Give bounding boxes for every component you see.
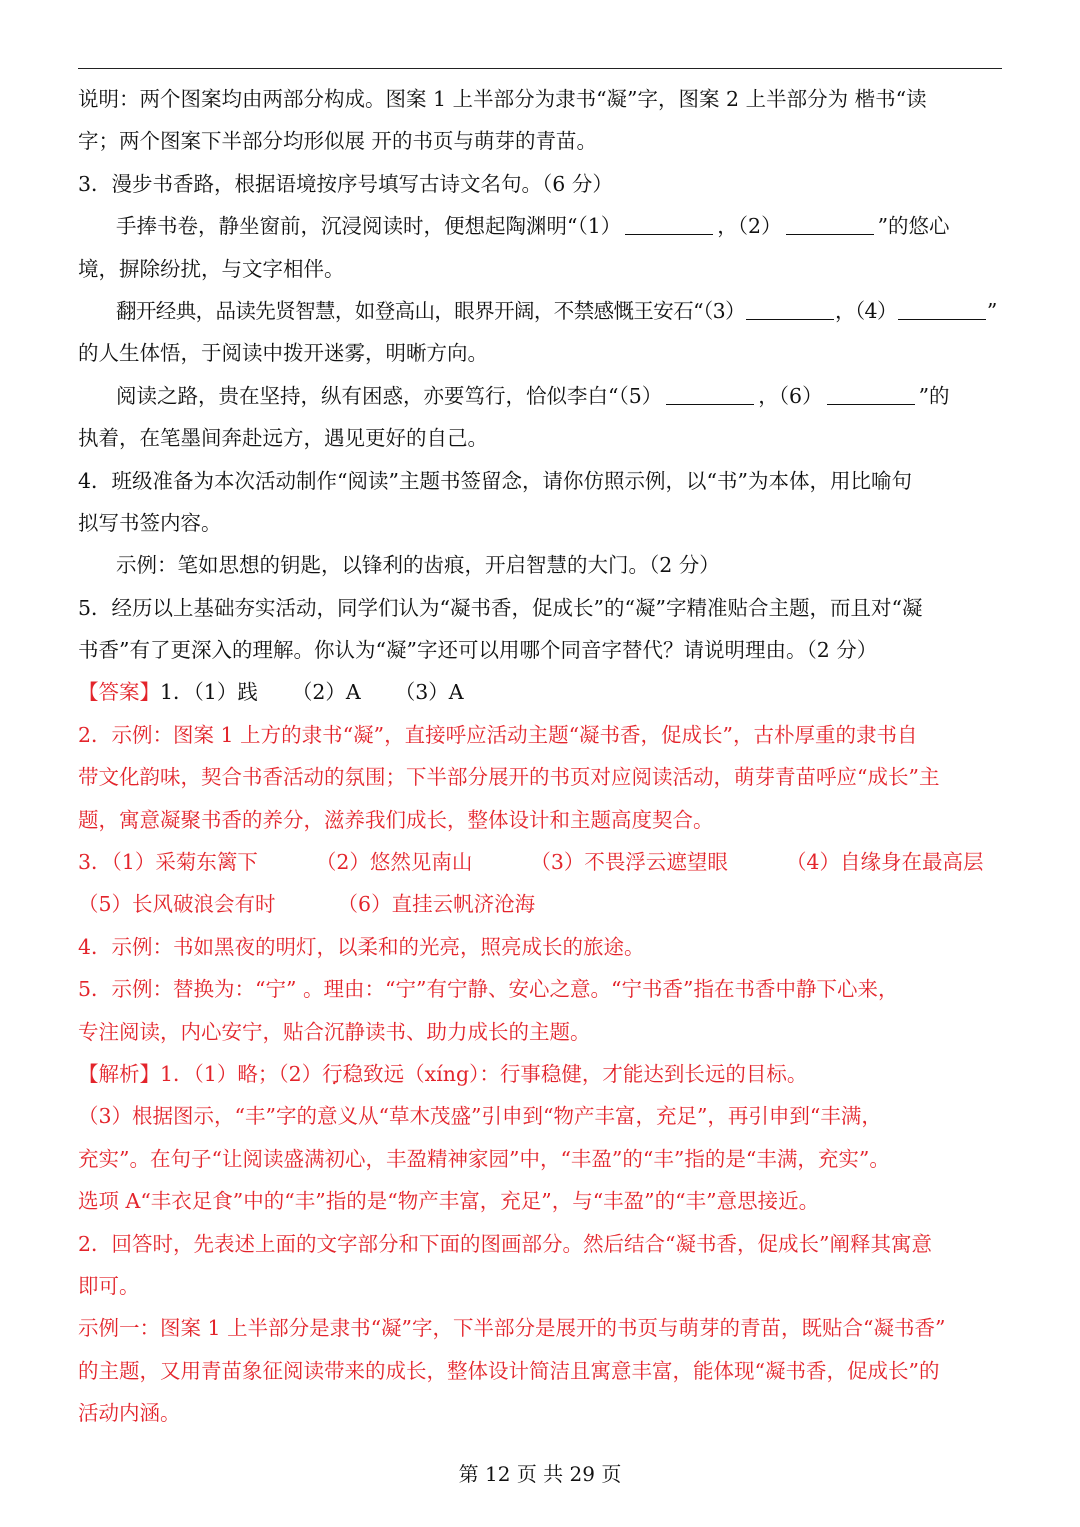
answer-blank-6[interactable] [827,403,915,405]
answer-blank-5[interactable] [666,403,754,405]
page-number: 第 12 页 共 29 页 [458,1462,622,1486]
emphasis-dot-char: 行 . [322,1062,343,1086]
answer-5-line-1: 5．示例：替换为：“宁” 。理由：“宁”有宁静、安心之意。“宁书香”指在书香中静下心来， [78,977,899,1002]
q3-para-3: 阅读之路，贵在坚持，纵有困惑，亦要笃行，恰似李白“（5） ，（6） ”的 [116,383,950,408]
q3-para-1: 手捧书卷，静坐窗前，沉浸阅读时，便想起陶渊明“（1） ，（2） ”的悠心 [116,214,950,239]
analysis-1-3-line-2: 充实”。在句子“让阅读盛满初心，丰盈精神家园”中，“丰盈”的“丰”指的是“丰满，充实”。 [78,1146,890,1171]
q3-title: 3．漫步书香路，根据语境按序号填写古诗文名句。（6 分） [78,171,613,196]
note-line-1: 说明：两个图案均由两部分构成。图案 1 上半部分为隶书“凝”字，图案 2 上半部分为 楷书“读 [78,87,927,111]
analysis-2-line-1: 2．回答时，先表述上面的文字部分和下面的图画部分。然后结合“凝书香，促成长”阐释其寓意 [78,1231,933,1256]
q3-para-3-line-2: 执着，在笔墨间奔赴远方，遇见更好的自己。 [78,426,488,451]
answer-3-row-1: 3．（1）采菊东篱下 （2）悠然见南山 （3）不畏浮云遮望眼 （4）自缘身在最高层 [78,850,984,875]
document-body [78,78,1002,1435]
header-rule [78,68,1002,69]
answer-4: 4．示例：书如黑夜的明灯，以柔和的光亮，照亮成长的旅途。 [78,934,645,959]
analysis-2-line-2: 即可。 [78,1273,140,1298]
answer-2-line-2: 带文化韵味，契合书香活动的氛围；下半部分展开的书页对应阅读活动，萌芽青苗呼应“成长”主 [78,765,940,790]
q3-para-2-line-2: 的人生体悟，于阅读中拨开迷雾，明晰方向。 [78,341,488,366]
q3-para-1-line-2: 境，摒除纷扰，与文字相伴。 [78,256,345,281]
answer-2-line-1: 2．示例：图案 1 上方的隶书“凝”，直接呼应活动主题“凝书香，促成长”，古朴厚重的隶书自 [78,722,918,747]
analysis-tag: 【解析】 [78,1061,160,1086]
note-line-2: 字；两个图案下半部分均形似展 开的书页与萌芽的青苗。 [78,129,598,154]
answer-blank-3[interactable] [746,318,834,320]
q4-example: 示例：笔如思想的钥匙，以锋利的齿痕，开启智慧的大门。（2 分） [116,553,720,578]
q3-para-2: 翻开经典，品读先贤智慧，如登高山，眼界开阔，不禁感慨王安石“（3） ，（4） ” [116,298,997,323]
answer-blank-4[interactable] [898,318,986,320]
answer-tag: 【答案】 [78,680,160,705]
q4-line-2: 拟写书签内容。 [78,510,222,535]
analysis-1: 【解析】1．（1）略；（2）行 .稳致远（xíng）：行事稳健，才能达到长远的目标。 [78,1053,1002,1095]
analysis-2-example-line-3: 活动内涵。 [78,1401,181,1426]
answer-5-line-2: 专注阅读，内心安宁，贴合沉静读书、助力成长的主题。 [78,1019,591,1044]
analysis-1-3-line-3: 选项 A“丰衣足食”中的“丰”指的是“物产丰富，充足”，与“丰盈”的“丰”意思接近。 [78,1189,820,1214]
answer-3-row-2: （5）长风破浪会有时 （6）直挂云帆济沧海 [78,892,536,917]
q5-line-1: 5．经历以上基础夯实活动，同学们认为“凝书香，促成长”的“凝”字精准贴合主题，而且对“凝 [78,595,923,620]
analysis-1-3-line-1: （3）根据图示，“丰”字的意义从“草木茂盛”引申到“物产丰富，充足”，再引申到“丰满， [78,1104,882,1129]
answer-blank-2[interactable] [786,233,874,235]
answer-blank-1[interactable] [625,233,713,235]
analysis-2-example-line-1: 示例一：图案 1 上半部分是隶书“凝”字，下半部分是展开的书页与萌芽的青苗，既贴合“凝书香” [78,1316,946,1341]
answer-2-line-3: 题，寓意凝聚书香的养分，滋养我们成长，整体设计和主题高度契合。 [78,807,714,832]
q5-line-2: 书香”有了更深入的理解。你认为“凝”字还可以用哪个同音字替代？请说明理由。（2 分） [78,638,878,663]
analysis-2-example-line-2: 的主题，又用青苗象征阅读带来的成长，整体设计简洁且寓意丰富，能体现“凝书香，促成长”的 [78,1358,940,1383]
q4-line-1: 4．班级准备为本次活动制作“阅读”主题书签留念，请你仿照示例，以“书”为本体，用比喻句 [78,468,912,493]
answer-1: 【答案】1．（1）践 （2）A （3）A [78,680,464,705]
